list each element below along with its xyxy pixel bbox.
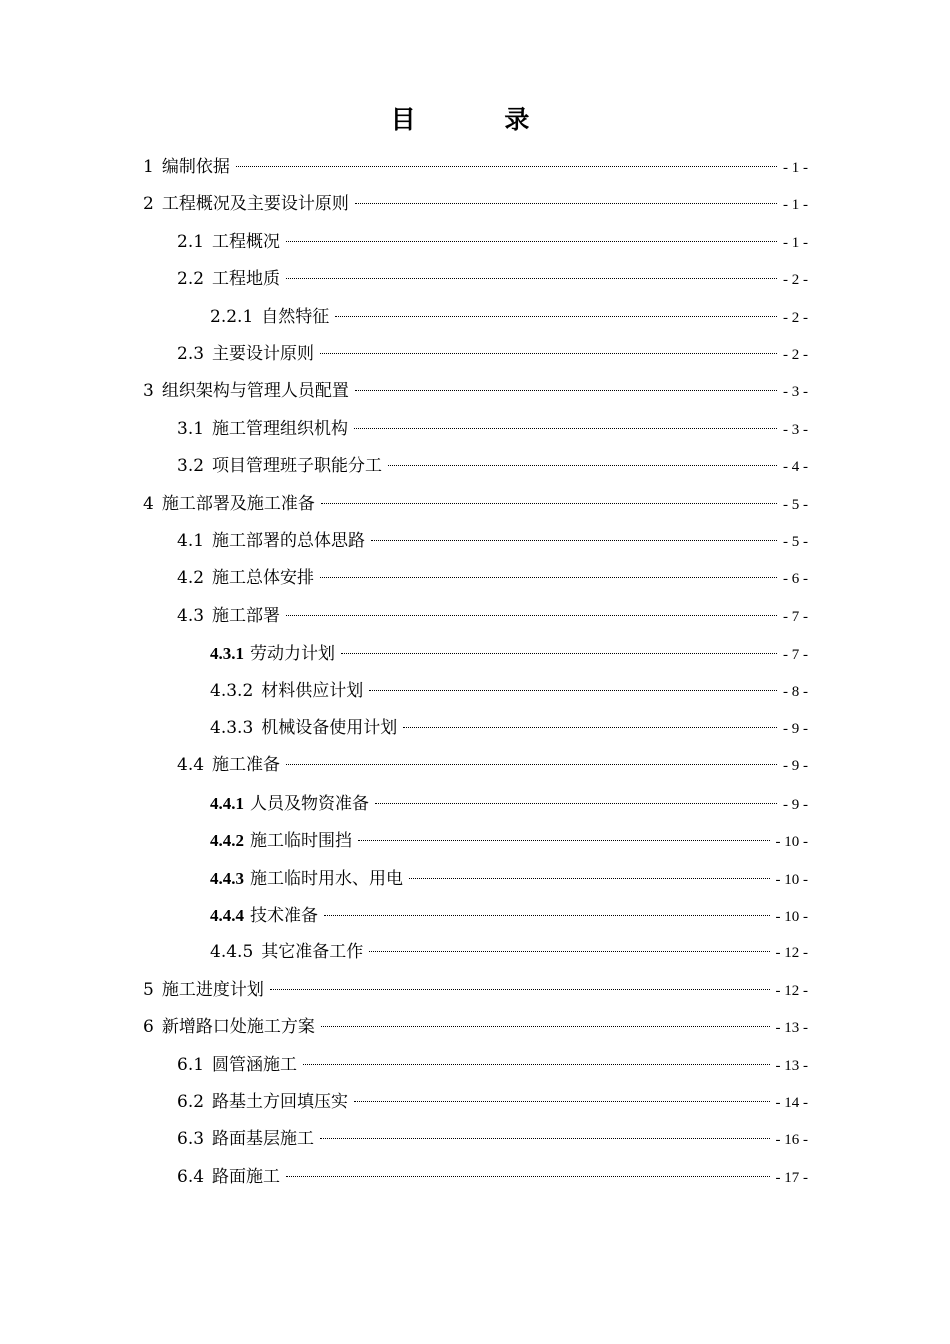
toc-entry-page: - 7 - — [783, 608, 808, 625]
toc-dot-leader — [388, 465, 777, 466]
toc-dot-leader — [369, 690, 777, 691]
toc-dot-leader — [270, 989, 770, 990]
toc-entry-number: 4.4.5 — [210, 942, 254, 963]
toc-entry[interactable] — [210, 299, 808, 336]
toc-entry-text: 人员及物资准备 — [250, 793, 369, 814]
toc-entry[interactable] — [143, 972, 808, 1009]
toc-entry-text: 施工进度计划 — [161, 979, 264, 1000]
toc-entry-number: 4.3 — [177, 605, 205, 626]
toc-entry-number: 2.3 — [177, 344, 205, 364]
toc-entry-page: - 3 - — [783, 421, 808, 438]
toc-entry-page: - 10 - — [775, 834, 808, 851]
toc-dot-leader — [321, 1026, 770, 1027]
toc-dot-leader — [403, 727, 777, 728]
toc-entry-text: 施工临时用水、用电 — [250, 868, 403, 889]
toc-entry[interactable] — [177, 1159, 808, 1196]
toc-dot-leader — [303, 1064, 769, 1065]
toc-dot-leader — [409, 878, 770, 879]
toc-entry-text: 路基土方回填压实 — [212, 1092, 349, 1112]
toc-entry-number: 3.1 — [177, 418, 205, 439]
toc-title: 目 录 — [390, 105, 570, 134]
toc-entry-page: - 8 - — [783, 683, 808, 700]
toc-entry-page: - 9 - — [783, 796, 808, 813]
toc-dot-leader — [286, 1176, 769, 1177]
toc-entry-text: 施工临时围挡 — [250, 831, 352, 852]
toc-entry[interactable] — [210, 934, 808, 971]
toc-entry[interactable] — [210, 860, 808, 897]
toc-dot-leader — [355, 390, 777, 391]
toc-entry-page: - 2 - — [783, 347, 808, 363]
toc-entry[interactable] — [177, 224, 808, 261]
toc-dot-leader — [335, 316, 777, 317]
toc-dot-leader — [375, 803, 777, 804]
toc-entry-number: 2.2 — [177, 269, 205, 290]
toc-entry[interactable] — [143, 1009, 808, 1046]
toc-entry-number: 6.2 — [177, 1092, 205, 1112]
toc-entry-number: 4 — [143, 493, 154, 514]
toc-entry[interactable] — [210, 673, 808, 710]
toc-entry-page: - 6 - — [783, 571, 808, 588]
toc-entry-text: 编制依据 — [161, 157, 230, 177]
toc-entry[interactable] — [210, 710, 808, 747]
toc-dot-leader — [369, 951, 769, 952]
toc-dot-leader — [371, 540, 777, 541]
toc-entry[interactable] — [143, 486, 808, 523]
toc-entry-text: 项目管理班子职能分工 — [212, 456, 383, 477]
toc-entry-text: 施工部署 — [212, 605, 281, 626]
toc-entry-number: 6.1 — [177, 1054, 205, 1075]
toc-entry[interactable] — [177, 1084, 808, 1121]
toc-entry-text: 工程概况及主要设计原则 — [161, 194, 349, 215]
toc-entry-page: - 9 - — [783, 721, 808, 737]
toc-entry[interactable] — [210, 635, 808, 672]
toc-entry[interactable] — [210, 822, 808, 859]
toc-entry-text: 材料供应计划 — [261, 680, 364, 701]
toc-entry-page: - 3 - — [783, 384, 808, 401]
toc-entry-text: 工程概况 — [212, 231, 281, 252]
toc-entry-text: 施工管理组织机构 — [212, 418, 349, 439]
toc-entry-text: 施工总体安排 — [212, 568, 315, 589]
toc-entry-number: 4.4.2 — [210, 831, 244, 851]
toc-entry-page: - 1 - — [783, 234, 808, 251]
toc-entry[interactable] — [177, 523, 808, 560]
toc-entry-number: 3 — [143, 381, 154, 402]
toc-entry-text: 工程地质 — [212, 269, 281, 290]
toc-entry-number: 4.3.2 — [210, 680, 254, 701]
toc-entry-page: - 5 - — [783, 534, 808, 550]
toc-entry-number: 6.4 — [177, 1166, 205, 1187]
toc-entry-number: 4.4 — [177, 755, 205, 776]
toc-dot-leader — [320, 1138, 769, 1139]
toc-entry-page: - 5 - — [783, 496, 808, 513]
toc-entry-number: 1 — [143, 157, 154, 177]
toc-entry-page: - 12 - — [775, 982, 808, 999]
toc-entry-number: 4.3.3 — [210, 718, 254, 738]
toc-entry[interactable] — [177, 598, 808, 635]
toc-entry-text: 主要设计原则 — [212, 344, 315, 364]
toc-entry[interactable] — [210, 897, 808, 934]
toc-entry[interactable] — [177, 1121, 808, 1158]
toc-entry-number: 2 — [143, 194, 154, 215]
toc-dot-leader — [236, 166, 777, 167]
toc-dot-leader — [286, 241, 777, 242]
toc-entry-number: 4.1 — [177, 531, 205, 551]
toc-entry-number: 6 — [143, 1017, 154, 1038]
toc-entry[interactable] — [177, 747, 808, 784]
toc-entry[interactable] — [210, 785, 808, 822]
toc-entry-text: 机械设备使用计划 — [261, 718, 398, 738]
toc-entry-page: - 1 - — [783, 160, 808, 176]
toc-entry-number: 2.1 — [177, 231, 205, 252]
toc-dot-leader — [354, 428, 777, 429]
toc-entry-text: 圆管涵施工 — [212, 1054, 298, 1075]
toc-entry[interactable] — [177, 560, 808, 597]
toc-entry-page: - 13 - — [775, 1020, 808, 1037]
toc-entry-number: 4.2 — [177, 568, 205, 589]
toc-entry-text: 路面施工 — [212, 1166, 281, 1187]
toc-entry-page: - 14 - — [775, 1095, 808, 1111]
toc-entry-page: - 12 - — [775, 945, 808, 962]
toc-entry[interactable] — [143, 373, 808, 410]
toc-entry-page: - 2 - — [783, 272, 808, 289]
toc-dot-leader — [286, 615, 777, 616]
toc-entry-number: 3.2 — [177, 456, 205, 477]
toc-entry[interactable] — [177, 448, 808, 485]
toc-dot-leader — [321, 503, 777, 504]
toc-entry-page: - 16 - — [775, 1132, 808, 1149]
toc-entry[interactable] — [143, 186, 808, 223]
toc-entry-number: 6.3 — [177, 1129, 205, 1150]
toc-entry-number: 4.3.1 — [210, 644, 244, 664]
toc-entry[interactable] — [143, 149, 808, 186]
toc-entry-text: 自然特征 — [261, 306, 330, 327]
toc-entry-page: - 1 - — [783, 197, 808, 214]
toc-entry-number: 4.4.4 — [210, 906, 244, 925]
toc-entry-number: 4.4.1 — [210, 793, 244, 813]
toc-dot-leader — [324, 915, 770, 916]
toc-entry-number: 5 — [143, 979, 154, 1000]
toc-entry-page: - 13 - — [775, 1057, 808, 1074]
toc-entry-page: - 9 - — [783, 758, 808, 775]
toc-entry-text: 其它准备工作 — [261, 942, 364, 963]
toc-entry-number: 2.2.1 — [210, 306, 254, 327]
toc-entry-text: 新增路口处施工方案 — [161, 1017, 315, 1038]
toc-dot-leader — [286, 278, 777, 279]
toc-entry-text: 施工准备 — [212, 755, 281, 776]
toc-dot-leader — [341, 653, 777, 654]
toc-entry-text: 劳动力计划 — [250, 644, 335, 665]
toc-dot-leader — [320, 577, 777, 578]
toc-entry[interactable] — [177, 1047, 808, 1084]
toc-entry-text: 施工部署的总体思路 — [212, 531, 366, 551]
toc-entry-text: 路面基层施工 — [212, 1129, 315, 1150]
toc-entry-text: 施工部署及施工准备 — [161, 493, 315, 514]
toc-dot-leader — [358, 840, 770, 841]
toc-entry-number: 4.4.3 — [210, 868, 244, 888]
toc-entry-page: - 2 - — [783, 309, 808, 326]
toc-entry[interactable] — [177, 411, 808, 448]
toc-dot-leader — [355, 203, 777, 204]
toc-entry-page: - 7 - — [783, 647, 808, 664]
toc-entry-page: - 4 - — [783, 459, 808, 476]
toc-entry-text: 技术准备 — [250, 906, 318, 926]
toc-entry-text: 组织架构与管理人员配置 — [161, 381, 349, 402]
toc-entry-page: - 17 - — [775, 1169, 808, 1186]
toc-dot-leader — [286, 764, 777, 765]
toc-dot-leader — [320, 353, 777, 354]
toc-entry[interactable] — [177, 336, 808, 373]
toc-dot-leader — [354, 1101, 769, 1102]
toc-entry-page: - 10 - — [775, 909, 808, 925]
toc-entry[interactable] — [177, 261, 808, 298]
toc-entry-page: - 10 - — [775, 871, 808, 888]
